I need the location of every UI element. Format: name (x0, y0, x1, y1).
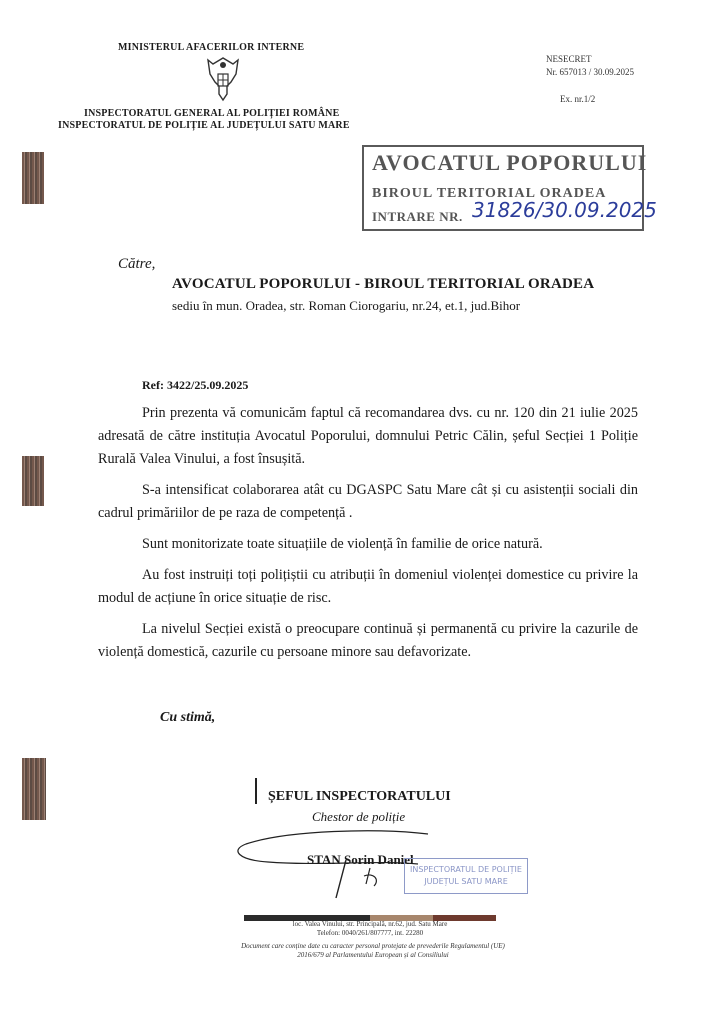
stamp-line-1: AVOCATUL POPORULUI (372, 150, 648, 175)
recipient-name: AVOCATUL POPORULUI - BIROUL TERITORIAL ORADEA (172, 276, 595, 292)
official-seal-stamp (404, 858, 528, 894)
footer-contact (250, 920, 490, 938)
footer-color-bar (244, 908, 496, 914)
stamp-line-2: BIROUL TERITORIAL ORADEA (372, 186, 607, 201)
body-paragraph: Au fost instruiți toți polițiștii cu atribuții în domeniul violenței domestice cu privire la modul de acțiune în orice situație de risc. (98, 567, 638, 606)
body-paragraph: La nivelul Secției există o preocupare continuă și permanentă cu privire la cazurile de violență domestică, cazurile cu persoane minore sau defavorizate. (98, 621, 638, 660)
stamp-handwritten-number: 31826/30.09.2025 (472, 198, 657, 222)
ministry-name: MINISTERUL AFACERILOR INTERNE (118, 42, 305, 53)
coat-of-arms-emblem (205, 56, 241, 102)
footer-privacy-note: Document care conține date cu caracter personal protejate de prevederile Regulamentul (UE) 2016/679 al Parlamentului European și al Consiliului (241, 942, 505, 959)
body-paragraph: S-a intensificat colaborarea atât cu DGASPC Satu Mare cât și cu asistenții sociali din cadrul primăriilor de pe raza de competență . (98, 482, 638, 521)
signatory-rank: Chestor de poliție (312, 809, 406, 824)
scan-artifact (22, 456, 44, 506)
signatory-name: STAN Sorin Daniel (307, 852, 414, 867)
signatory-title: ȘEFUL INSPECTORATULUI (268, 789, 451, 804)
letter-body (98, 402, 638, 672)
document-number: Nr. 657013 / 30.09.2025 (546, 67, 635, 77)
closing-salutation: Cu stimă, (160, 710, 216, 725)
footer-phone: Telefon: 0040/261/807777, int. 22280 (316, 929, 424, 937)
recipient-to: Către, (118, 256, 156, 272)
stamp-line-3: INTRARE NR. (372, 209, 463, 224)
scan-artifact (22, 758, 46, 820)
footer-address: loc. Valea Vinului, str. Principală, nr.62, jud. Satu Mare (292, 920, 448, 928)
scan-artifact (22, 152, 44, 204)
inspectorate-county: INSPECTORATUL DE POLIȚIE AL JUDEȚULUI SATU MARE (58, 120, 350, 131)
seal-line-1: INSPECTORATUL DE POLIȚIE (410, 865, 522, 874)
classification-label: NESECRET (546, 54, 592, 64)
copy-number: Ex. nr.1/2 (560, 94, 596, 104)
recipient-address: sediu în mun. Oradea, str. Roman Ciorogariu, nr.24, et.1, jud.Bihor (172, 298, 521, 313)
inspectorate-general: INSPECTORATUL GENERAL AL POLIȚIEI ROMÂNE (84, 108, 340, 119)
body-paragraph: Prin prezenta vă comunicăm faptul că recomandarea dvs. cu nr. 120 din 21 iulie 2025 adresată de către instituția Avocatul Poporului, domnului Petric Călin, șeful Secției 1 Poliție Rurală Valea Vinului, a fost însușită. (98, 405, 638, 467)
body-paragraph: Sunt monitorizate toate situațiile de violență în familie de orice natură. (142, 536, 543, 552)
reference-number: Ref: 3422/25.09.2025 (142, 378, 249, 392)
seal-line-2: JUDEȚUL SATU MARE (424, 877, 508, 886)
pen-mark (255, 778, 257, 804)
